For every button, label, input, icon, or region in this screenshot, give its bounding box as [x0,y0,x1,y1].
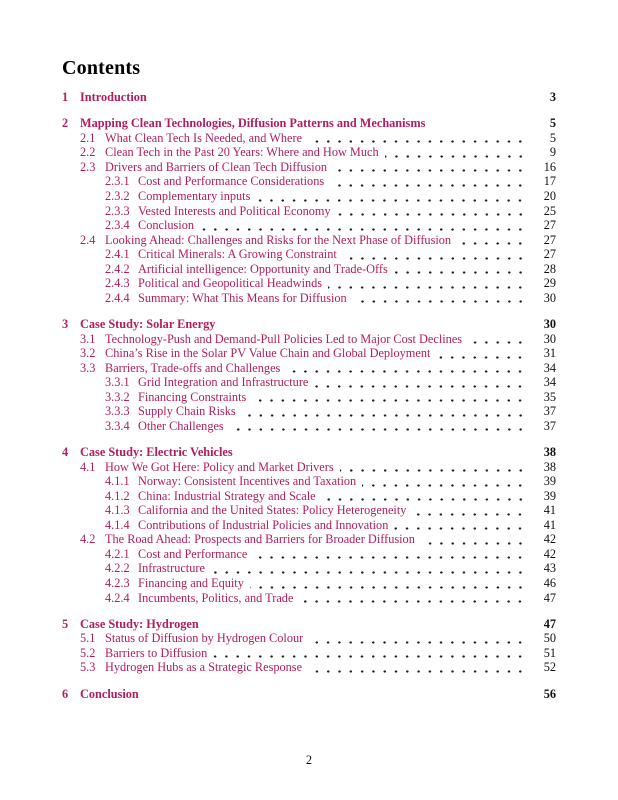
toc-entry-title: Cost and Performance Considerations [138,174,325,189]
toc-entry-number: 4 [62,445,69,460]
toc-entry-page: 37 [543,404,556,419]
toc-entry[interactable] [62,291,556,306]
dot-leader [322,489,528,504]
dot-leader [252,390,528,405]
dot-leader [353,291,528,306]
toc-entry-page: 31 [543,346,556,361]
toc-entry-title: Looking Ahead: Challenges and Risks for the Next Phase of Diffusion [105,232,452,247]
toc-entry-title: Barriers, Trade-offs and Challenges [105,360,281,375]
toc-entry-number: 4.1.4 [105,517,130,532]
toc-entry-page: 30 [543,317,556,332]
dot-leader [436,346,528,361]
dot-leader [299,591,528,606]
toc-entry[interactable] [62,174,556,189]
toc-entry-title: How We Got Here: Policy and Market Drivers [105,459,334,474]
toc-entry-page: 30 [543,290,556,305]
toc-entry[interactable] [62,617,556,632]
toc-entry-title: Barriers to Diffusion [105,645,208,660]
dot-leader [340,460,528,475]
toc-entry[interactable] [62,489,556,504]
toc-entry-title: The Road Ahead: Prospects and Barriers for Broader Diffusion [105,532,415,547]
toc-entry-number: 4.2.1 [105,546,130,561]
toc-entry-page: 46 [543,576,556,591]
toc-entry-title: Case Study: Hydrogen [80,616,199,631]
dot-leader [253,547,528,562]
toc-entry-title: Conclusion [80,686,139,701]
toc-entry-page: 25 [543,203,556,218]
toc-entry[interactable] [62,460,556,475]
toc-entry-number: 2 [62,116,69,131]
toc-entry-title: Status of Diffusion by Hydrogen Colour [105,631,304,646]
dot-leader [145,687,528,702]
toc-entry-number: 4.1.3 [105,503,130,518]
toc-entry-page: 35 [543,389,556,404]
toc-entry-title: Financing and Equity [138,576,244,591]
toc-entry[interactable] [62,631,556,646]
dot-leader [343,247,528,262]
toc-entry-page: 38 [543,459,556,474]
dot-leader [394,262,528,277]
toc-entry[interactable] [62,276,556,291]
toc-entry[interactable] [62,419,556,434]
dot-leader [286,361,528,376]
toc-entry-number: 5 [62,616,69,631]
contents-heading: Contents [62,57,141,79]
toc-entry-title: Case Study: Solar Energy [80,317,216,332]
toc-entry[interactable] [62,547,556,562]
toc-entry-title: Critical Minerals: A Growing Constraint [138,247,337,262]
toc-entry[interactable] [62,218,556,233]
dot-leader [153,90,528,105]
toc-entry-title: Contributions of Industrial Policies and Innovation [138,517,389,532]
toc-entry-page: 43 [543,561,556,576]
toc-entry[interactable] [62,390,556,405]
toc-entry-number: 5.2 [80,645,96,660]
toc-entry-number: 4.1.2 [105,488,130,503]
toc-entry[interactable] [62,332,556,347]
toc-entry-number: 2.4 [80,232,96,247]
toc-entry[interactable] [62,145,556,160]
dot-leader [230,419,528,434]
toc-entry-page: 47 [543,616,556,631]
toc-entry-number: 2.4.4 [105,290,130,305]
toc-entry-page: 52 [543,660,556,675]
dot-leader [309,631,528,646]
toc-entry-number: 1 [62,90,69,104]
dot-leader [250,576,528,591]
toc-entry-page: 5 [549,116,556,131]
toc-entry[interactable] [62,90,556,105]
toc-entry[interactable] [62,262,556,277]
toc-entry[interactable] [62,591,556,606]
dot-leader [431,116,528,131]
toc-entry-page: 50 [543,631,556,646]
toc-entry-page: 5 [549,130,556,145]
dot-leader [385,145,528,160]
dot-leader [330,174,528,189]
toc-entry-page: 51 [543,645,556,660]
toc-entry-title: China: Industrial Strategy and Scale [138,488,316,503]
dot-leader [394,518,528,533]
toc-entry-number: 4.2.2 [105,561,130,576]
toc-entry-page: 39 [543,474,556,489]
toc-entry-title: Technology-Push and Demand-Pull Policies Led to Major Cost Declines [105,331,463,346]
dot-leader [200,218,528,233]
toc-entry-page: 41 [543,503,556,518]
dot-leader [213,646,528,661]
toc-entries [62,90,556,701]
toc-entry-number: 2.3.4 [105,218,130,233]
toc-entry-number: 2.4.3 [105,276,130,291]
toc-entry-page: 9 [549,145,556,160]
toc-entry-number: 3.3 [80,360,96,375]
toc-entry-page: 27 [543,232,556,247]
footer-page-number: 2 [305,753,313,767]
toc-entry-title: Drivers and Barriers of Clean Tech Diffusion [105,159,328,174]
toc-entry-title: Infrastructure [138,561,205,576]
toc-entry[interactable] [62,131,556,146]
toc-entry-title: Political and Geopolitical Headwinds [138,276,323,291]
toc-entry[interactable] [62,576,556,591]
toc-entry-page: 17 [543,174,556,189]
toc-entry-number: 3.2 [80,346,96,361]
toc-entry-number: 2.1 [80,130,96,145]
toc-entry[interactable] [62,687,556,702]
toc-entry-title: Incumbents, Politics, and Trade [138,590,294,605]
toc-entry[interactable] [62,247,556,262]
dot-leader [256,189,528,204]
toc-entry-page: 56 [543,686,556,701]
toc-entry-number: 5.3 [80,660,96,675]
toc-entry-number: 2.3.1 [105,174,130,189]
toc-entry-title: Clean Tech in the Past 20 Years: Where and How Much [105,145,379,160]
toc-entry[interactable] [62,189,556,204]
toc-entry-number: 2.3 [80,159,96,174]
toc-entry[interactable] [62,532,556,547]
dot-leader [468,332,528,347]
dot-leader [308,131,528,146]
toc-entry-page: 42 [543,532,556,547]
toc-entry-page: 27 [543,218,556,233]
toc-entry-title: Summary: What This Means for Diffusion [138,290,347,305]
toc-entry[interactable] [62,404,556,419]
toc-entry-page: 41 [543,517,556,532]
toc-entry-page: 30 [543,331,556,346]
toc-entry-title: California and the United States: Policy Heterogeneity [138,503,407,518]
toc-entry-page: 42 [543,546,556,561]
toc-entry-page: 38 [543,445,556,460]
toc-entry-number: 2.3.2 [105,188,130,203]
toc-entry-page: 34 [543,360,556,375]
toc-entry-number: 3.3.1 [105,375,130,390]
dot-leader [457,233,528,248]
toc-entry-page: 39 [543,488,556,503]
toc-entry[interactable] [62,204,556,219]
dot-leader [421,532,528,547]
toc-entry-number: 2.2 [80,145,96,160]
toc-entry[interactable] [62,445,556,460]
dot-leader [337,204,528,219]
toc-entry-number: 2.4.2 [105,261,130,276]
toc-entry[interactable] [62,346,556,361]
toc-entry-title: China’s Rise in the Solar PV Value Chain and Global Deployment [105,346,431,361]
toc-entry-title: What Clean Tech Is Needed, and Where [105,130,303,145]
dot-leader [308,660,528,675]
dot-leader [412,503,528,518]
toc-entry[interactable] [62,233,556,248]
toc-entry-title: Hydrogen Hubs as a Strategic Response [105,660,303,675]
toc-entry-title: Norway: Consistent Incentives and Taxation [138,474,357,489]
dot-leader [314,375,528,390]
toc-entry-page: 27 [543,247,556,262]
toc-entry-number: 4.1 [80,459,96,474]
toc-entry[interactable] [62,375,556,390]
toc-entry-title: Grid Integration and Infrastructure [138,375,309,390]
toc-entry-number: 4.1.1 [105,474,130,489]
dot-leader [362,474,528,489]
toc-entry-number: 2.3.3 [105,203,130,218]
toc-entry-number: 6 [62,686,69,701]
toc-entry-number: 3.1 [80,331,96,346]
toc-entry-number: 3.3.3 [105,404,130,419]
toc-entry[interactable] [62,361,556,376]
toc-entry[interactable] [62,660,556,675]
toc-entry[interactable] [62,518,556,533]
dot-leader [333,160,528,175]
toc-entry-title: Complementary inputs [138,188,251,203]
toc-entry-title: Other Challenges [138,418,224,433]
toc-entry-page: 29 [543,276,556,291]
toc-entry-title: Mapping Clean Technologies, Diffusion Patterns and Mechanisms [80,116,426,131]
dot-leader [239,445,528,460]
toc-entry-page: 3 [549,90,556,104]
toc-entry-title: Cost and Performance [138,546,248,561]
toc-entry-number: 4.2.3 [105,576,130,591]
toc-entry-page: 20 [543,188,556,203]
toc-entry[interactable] [62,474,556,489]
toc-entry-page: 16 [543,159,556,174]
toc-entry[interactable] [62,160,556,175]
toc-entry-title: Case Study: Electric Vehicles [80,445,233,460]
toc-entry-number: 3.3.4 [105,418,130,433]
toc-entry-page: 37 [543,418,556,433]
toc-entry-number: 3.3.2 [105,389,130,404]
dot-leader [205,617,528,632]
toc-entry[interactable] [62,503,556,518]
toc-entry-title: Financing Constraints [138,389,247,404]
toc-entry-page: 47 [543,590,556,605]
toc-entry-page: 28 [543,261,556,276]
toc-entry-page: 34 [543,375,556,390]
toc-entry[interactable] [62,317,556,332]
toc-entry-title: Introduction [80,90,147,104]
toc-entry-title: Artificial intelligence: Opportunity and Trade-Offs [138,261,388,276]
dot-leader [242,404,528,419]
toc-entry[interactable] [62,561,556,576]
toc-entry-title: Vested Interests and Political Economy [138,203,331,218]
toc-entry-title: Supply Chain Risks [138,404,236,419]
dot-leader [328,276,528,291]
toc-entry[interactable] [62,116,556,131]
toc-entry[interactable] [62,646,556,661]
toc-entry-number: 4.2.4 [105,590,130,605]
dot-leader [211,561,528,576]
toc-entry-number: 4.2 [80,532,96,547]
toc-entry-number: 2.4.1 [105,247,130,262]
toc-entry-number: 3 [62,317,69,332]
dot-leader [221,317,528,332]
toc-entry-number: 5.1 [80,631,96,646]
toc-entry-title: Conclusion [138,218,195,233]
